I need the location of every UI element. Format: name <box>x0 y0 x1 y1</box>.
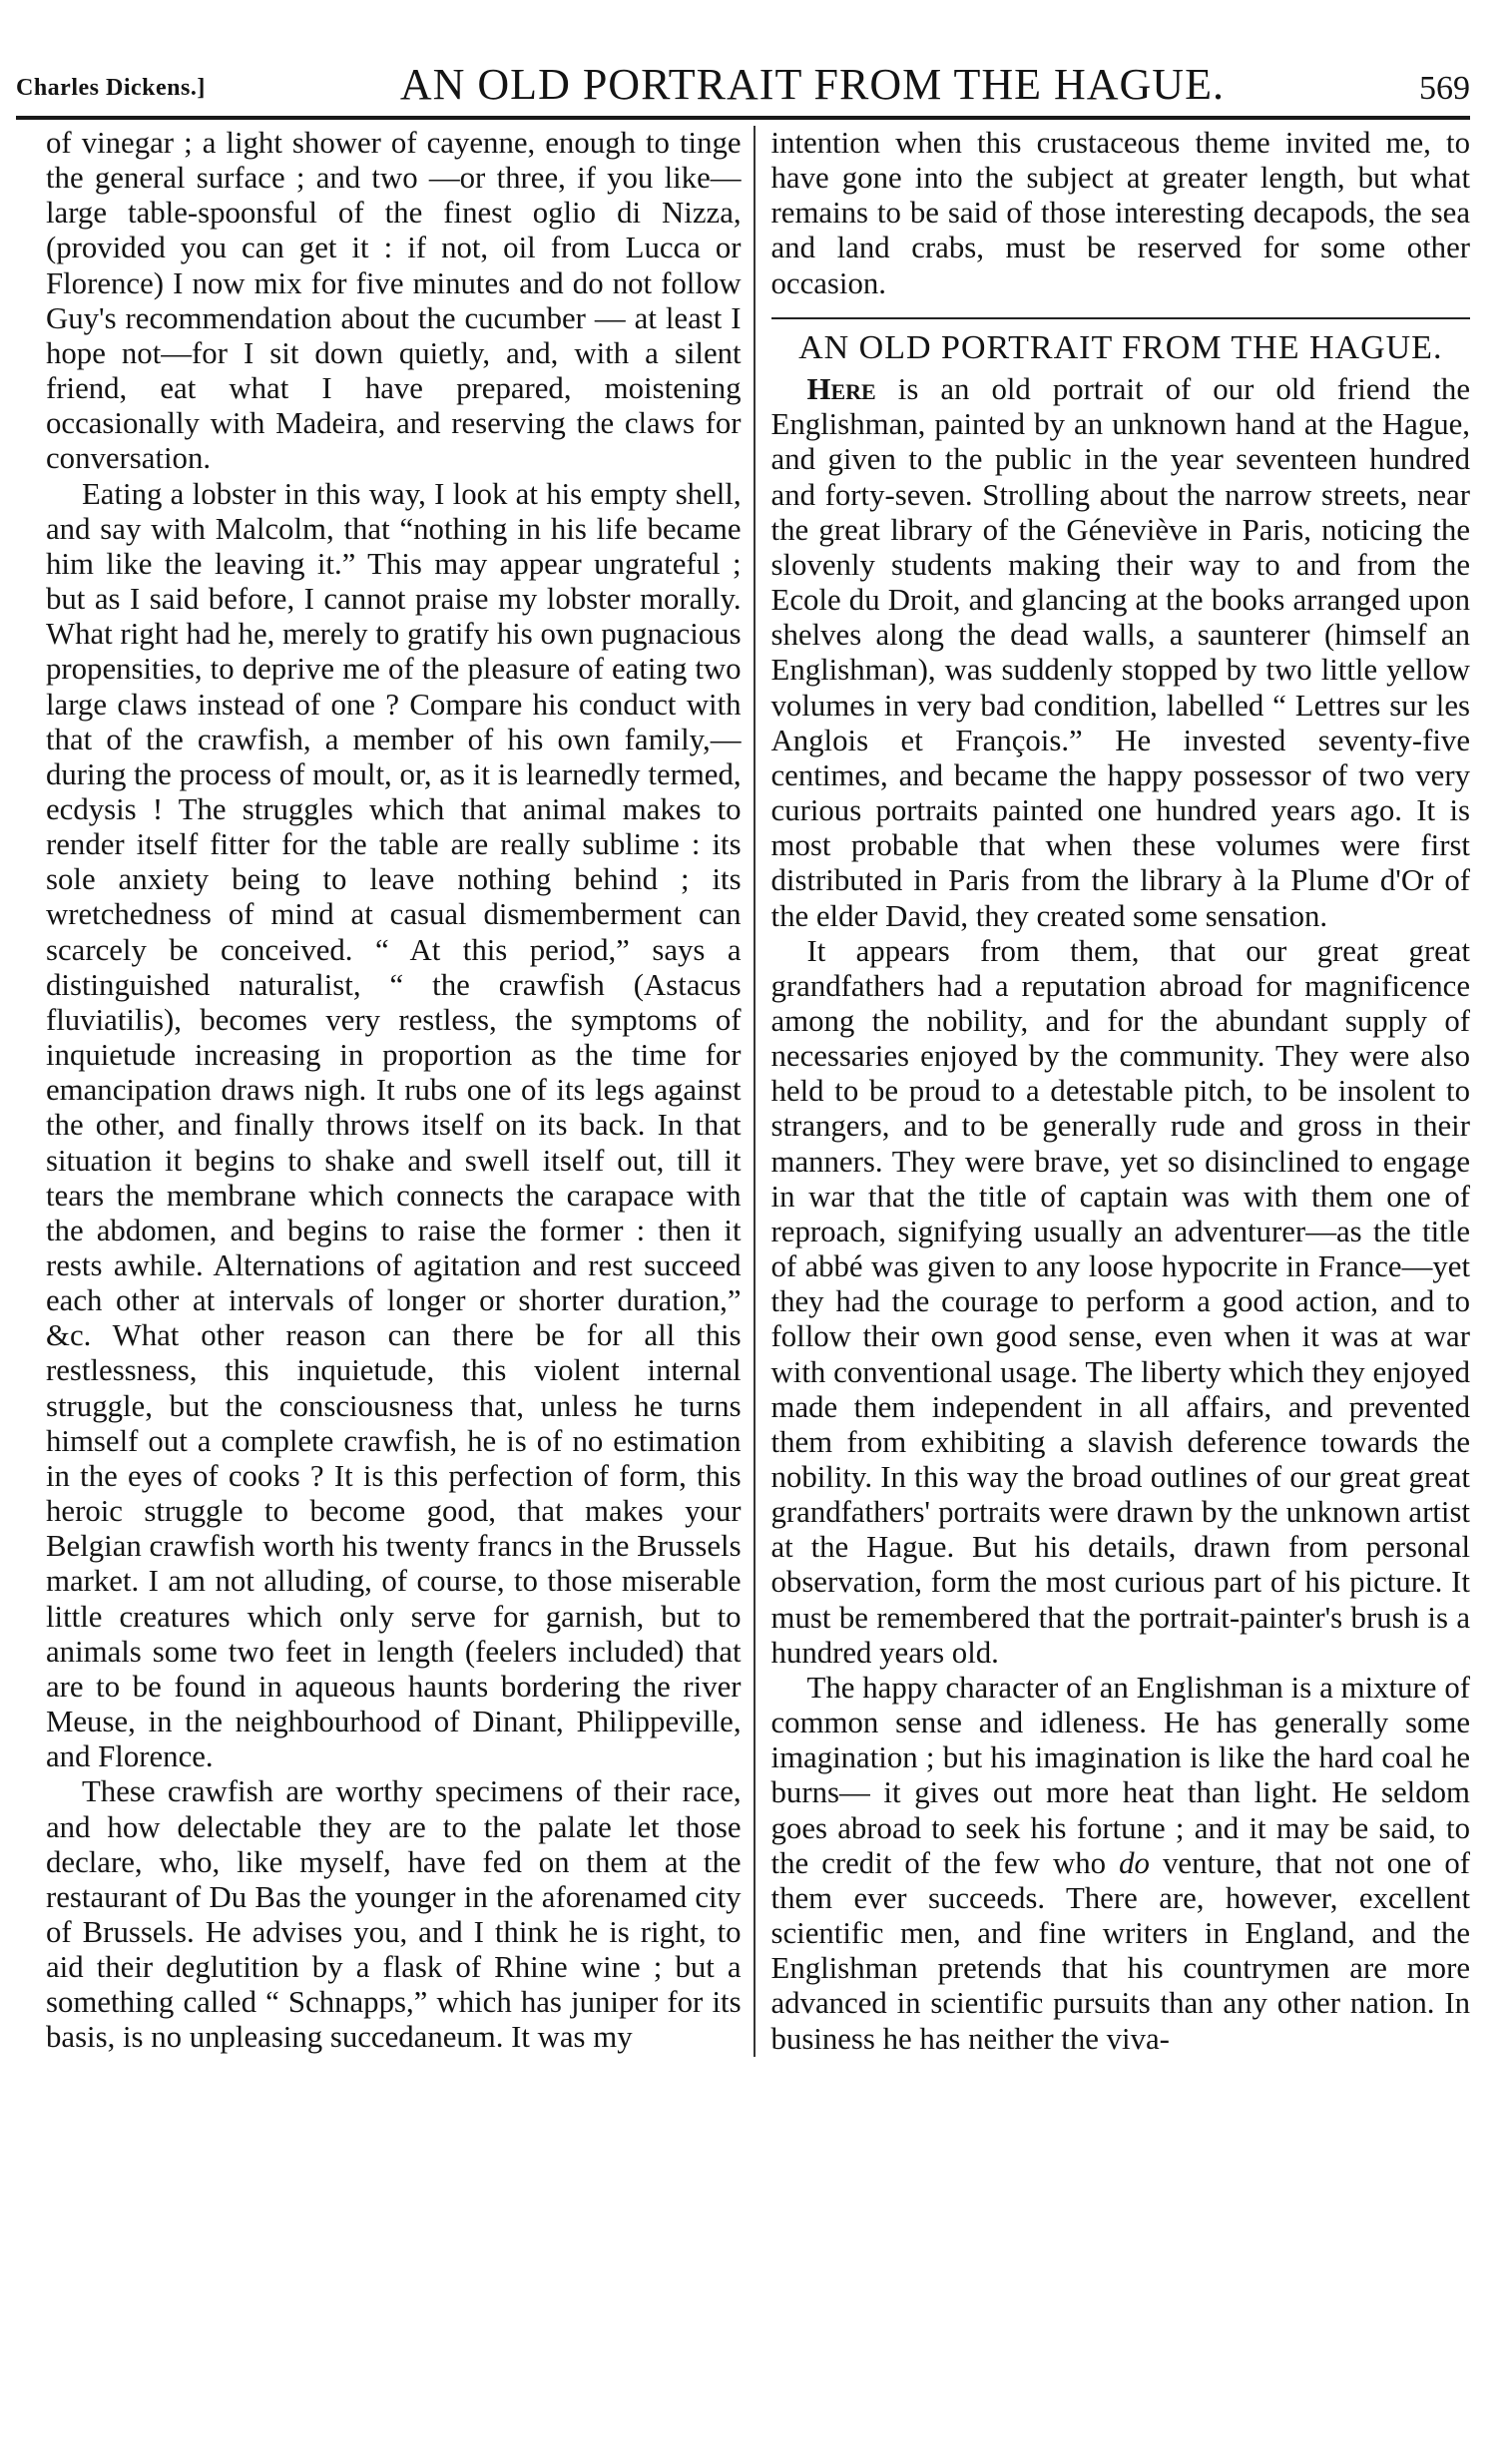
columns <box>16 126 1470 2057</box>
running-head <box>16 42 1470 114</box>
author-tag: Charles Dickens.] <box>16 75 206 101</box>
header-rule <box>16 116 1470 120</box>
right-paragraph-3-b: venture, that not one of them ever succeeds. There are, however, excellent scientific men, and fine writers in England, and the Englishman pretends that his countrymen are more advanced in scientific pursuits than any other nation. In business he has neither the viva- <box>770 1845 1471 2056</box>
left-paragraph-2: Eating a lobster in this way, I look at his empty shell, and say with Malcolm, that “nothing in his life became him like the leaving it.” This may appear ungrateful ; but as I said before, I cannot praise my lobster morally. What right had he, merely to gratify his own pugnacious propensities, to deprive me of the pleasure of eating two large claws instead of one ? Compare his conduct with that of the crawfish, a member of his own family,—during the process of moult, or, as it is learnedly termed, ecdysis ! The struggles which that animal makes to render itself fitter for the table are really sublime : its sole anxiety being to leave nothing behind ; its wretchedness of mind at casual dismemberment can scarcely be conceived. “ At this period,” says a distinguished naturalist, “ the crawfish (Astacus fluviatilis), becomes very restless, the symptoms of inquietude increasing in proportion as the time for emancipation draws nigh. It rubs one of its legs against the other, and finally throws itself on its back. In that situation it begins to shake and swell itself out, till it tears the membrane which connects the carapace with the abdomen, and begins to raise the former : then it rests awhile. Alternations of agitation and rest succeed each other at intervals of longer or shorter duration,” &c. What other reason can there be for all this restlessness, this inquietude, this violent internal struggle, but the consciousness that, unless he turns himself out a complete crawfish, he is of no estimation in the eyes of cooks ? It is this perfection of form, this heroic struggle to become good, that makes your Belgian crawfish worth his twenty francs in the Brussels market. I am not alluding, of course, to those miserable little creatures which only serve for garnish, but to animals some two feet in length (feelers included) that are to be found in aqueous haunts bordering the river Meuse, in the neighbourhood of Dinant, Philippeville, and Florence. <box>46 476 742 1774</box>
right-paragraph-1 <box>771 372 1470 934</box>
left-paragraph-1: of vinegar ; a light shower of cayenne, enough to tinge the general surface ; and two —or three, if you like—large table-spoonsful of the finest oglio di Nizza, (provided you can get it : if not, oil from Lucca or Florence) I now mix for five minutes and do not follow Guy's recommendation about the cucumber — at least I hope not—for I sit down quietly, and, with a silent friend, eat what I have prepared, moistening occasionally with Madeira, and reserving the claws for conversation. <box>46 126 742 476</box>
left-paragraph-3: These crawfish are worthy specimens of their race, and how delectable they are to the palate let those declare, who, like myself, have fed on them at the restaurant of Du Bas the younger in the aforenamed city of Brussels. He advises you, and I think he is right, to aid their deglutition by a flask of Rhine wine ; but a something called “ Schnapps,” which has juniper for its basis, is no unpleasing succedaneum. It was my <box>46 1774 742 2055</box>
column-divider <box>754 126 756 2057</box>
right-paragraph-2: It appears from them, that our great great grandfathers had a reputation abroad for magnificence among the nobility, and for the abundant supply of necessaries enjoyed by the community. They were also held to be proud to a detestable pitch, to be insolent to strangers, and to be generally rude and gross in their manners. They were brave, yet so disinclined to engage in war that the title of captain was with them one of reproach, signifying usually an adventurer—as the title of abbé was given to any loose hypocrite in France—yet they had the courage to perform a good action, and to follow their own good sense, even when it was at war with conventional usage. The liberty which they enjoyed made them independent in all affairs, and prevented them from exhibiting a slavish deference towards the nobility. In this way the broad outlines of our great great grandfathers' portraits were drawn by the unknown artist at the Hague. But his details, drawn from personal observation, form the most curious part of his picture. It must be remembered that the portrait-painter's brush is a hundred years old. <box>770 933 1470 1670</box>
left-column <box>16 126 750 2057</box>
right-paragraph-3-a: The happy character of an Englishman is a mixture of common sense and idleness. He has generally some imagination ; but his imagination is like the hard coal he burns— it gives out more heat than light. He seldom goes abroad to seek his fortune ; and it may be said, to the credit of the few who <box>770 1670 1470 1880</box>
article-title: AN OLD PORTRAIT FROM THE HAGUE. <box>798 328 1443 366</box>
right-paragraph-continued: intention when this crustaceous theme invited me, to have gone into the subject at greater length, but what remains to be said of those interesting decapods, the sea and land crabs, must be reserved for some other occasion. <box>770 126 1470 300</box>
lead-word: Here <box>806 372 876 407</box>
right-paragraph-1-text: is an old portrait of our old friend the Englishman, painted by an unknown hand at the Hague, and given to the public in the year seventeen hundred and forty-seven. Strolling about the narrow streets, near the great library of the Géneviève in Paris, noticing the slovenly students making their way to and from the Ecole du Droit, and glancing at the books arranged upon shelves along the dead walls, a saunterer (himself an Englishman), was suddenly stopped by two little yellow volumes in very bad condition, labelled “ Lettres sur les Anglois et François.” He invested seventy-five centimes, and became the happy possessor of two very curious portraits painted one hundred years ago. It is most probable that when these volumes were first distributed in Paris from the library à la Plume d'Or of the elder David, they created some sensation. <box>770 372 1470 933</box>
running-title: AN OLD PORTRAIT FROM THE HAGUE. <box>399 60 1225 109</box>
page-number: 569 <box>1418 70 1470 107</box>
emphasis-do: do <box>1119 1845 1150 1880</box>
right-paragraph-3 <box>771 1671 1470 2057</box>
right-column <box>759 126 1470 2057</box>
article-rule <box>771 317 1470 319</box>
